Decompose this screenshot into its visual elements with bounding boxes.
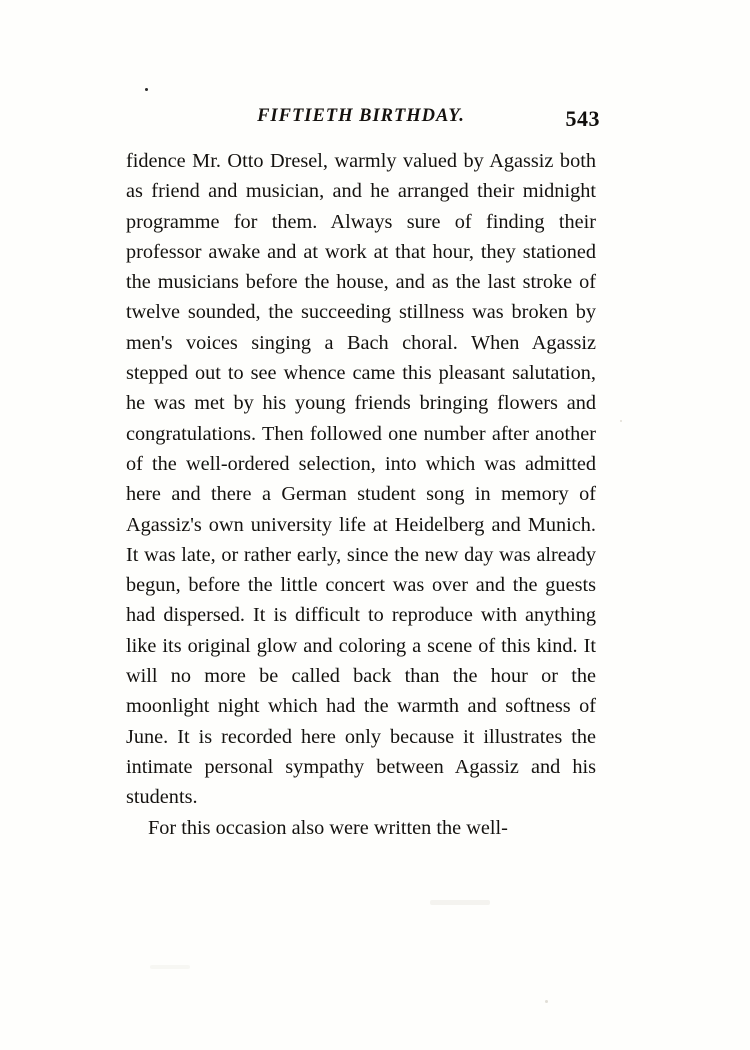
page-header	[126, 82, 600, 131]
paragraph: fidence Mr. Otto Dresel, warmly valued by Agassiz both as friend and musician, and he arranged their midnight programme for them. Always sure of finding their professor awake and at work at that hour, they stationed the musicians before the house, and as the last stroke of twelve sounded, the succeeding stillness was broken by men's voices singing a Bach choral. When Agassiz stepped out to see whence came this pleasant salutation, he was met by his young friends bringing flowers and congratulations. Then followed one number after another of the well-ordered selection, into which was admitted here and there a German student song in memory of Agassiz's own university life at Heidelberg and Munich. It was late, or rather early, since the new day was already begun, before the little concert was over and the guests had dispersed. It is difficult to reproduce with anything like its original glow and coloring a scene of this kind. It will no more be called back than the hour or the moonlight night which had the warmth and softness of June. It is recorded here only because it illustrates the intimate personal sympathy between Agassiz and his students.	[126, 150, 596, 809]
paper-speck	[620, 420, 622, 422]
page-number: 543	[565, 106, 600, 131]
paper-blemish	[430, 900, 490, 905]
body-text	[126, 146, 596, 843]
paper-blemish	[150, 965, 190, 969]
page-content	[126, 82, 600, 843]
paper-speck	[545, 1000, 548, 1003]
ink-dot-icon	[145, 88, 148, 91]
paragraph: For this occasion also were written the well-	[148, 816, 508, 839]
running-head: FIFTIETH BIRTHDAY.	[257, 106, 465, 126]
